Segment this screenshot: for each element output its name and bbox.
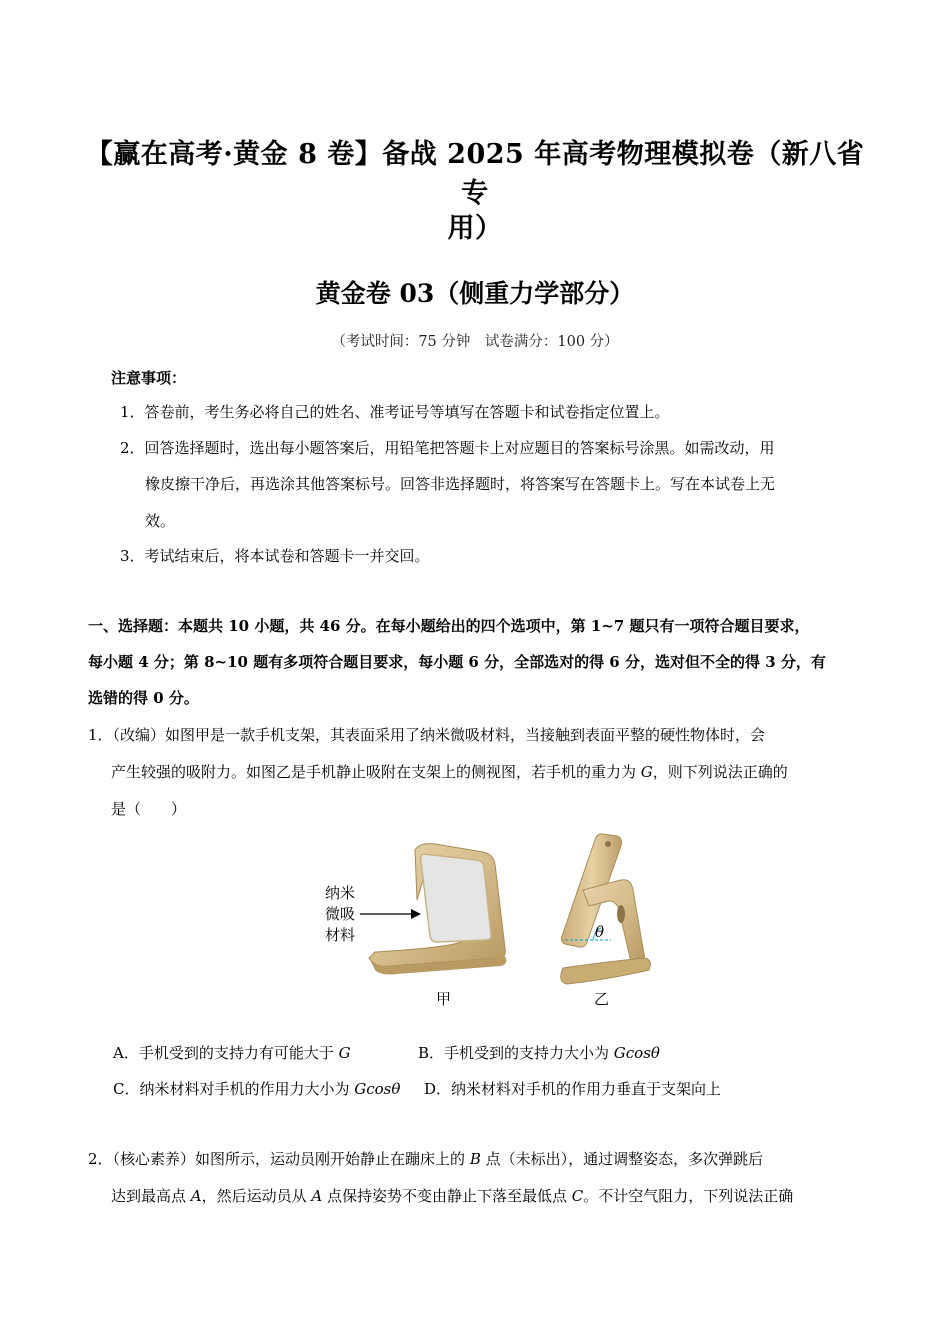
notice-item-2-line-3: 效。 — [145, 512, 176, 530]
label-line-2: 微吸 — [325, 906, 356, 923]
exam-info: （考试时间：75 分钟 试卷满分：100 分） — [331, 334, 619, 350]
q1-option-c[interactable]: C．纳米材料对手机的作用力大小为 Gcosθ — [113, 1080, 401, 1098]
section-1-line-1: 一、选择题：本题共 10 小题，共 46 分。在每小题给出的四个选项中，第 1~7 题只有一项符合题目要求， — [88, 617, 810, 635]
notice-heading: 注意事项： — [111, 369, 187, 387]
q1-line-2: 产生较强的吸附力。如图乙是手机静止吸附在支架上的侧视图，若手机的重力为 G，则下列说法正确的 — [111, 763, 788, 781]
phone-camera — [605, 841, 611, 847]
phone-stand-illustration — [305, 830, 665, 1010]
q1-option-d[interactable]: D．纳米材料对手机的作用力垂直于支架向上 — [424, 1080, 722, 1098]
theta-label: θ — [595, 923, 605, 941]
q1-figure — [305, 830, 665, 1010]
title-line-2: 用） — [447, 213, 503, 244]
title-line-1: 【赢在高考·黄金 8 卷】备战 2025 年高考物理模拟卷（新八省专 — [85, 139, 865, 209]
label-nano-material — [325, 884, 421, 944]
stand-jia — [369, 844, 506, 975]
label-line-1: 纳米 — [325, 885, 356, 902]
q2-line-1: 2．（核心素养）如图所示，运动员刚开始静止在蹦床上的 B 点（未标出），通过调整姿态，多次弹跳后 — [88, 1150, 764, 1168]
q2-line-2: 达到最高点 A，然后运动员从 A 点保持姿势不变由静止下落至最低点 C。不计空气阻力，下列说法正确 — [111, 1187, 794, 1205]
q1-line-3: 是（ ） — [111, 800, 187, 818]
q1-line-1: 1．（改编）如图甲是一款手机支架，其表面采用了纳米微吸材料，当接触到表面平整的硬性物体时，会 — [88, 726, 766, 744]
arrow-head-icon — [411, 909, 421, 919]
caption-yi: 乙 — [594, 990, 610, 1008]
q1-option-a[interactable]: A．手机受到的支持力有可能大于 G — [113, 1044, 351, 1062]
section-1-line-2: 每小题 4 分；第 8~10 题有多项符合题目要求，每小题 6 分，全部选对的得 6 分，选对但不全的得 3 分，有 — [88, 653, 826, 671]
section-1-line-3: 选错的得 0 分。 — [88, 689, 199, 707]
notice-item-1: 1．答卷前，考生务必将自己的姓名、准考证号等填写在答题卡和试卷指定位置上。 — [120, 403, 670, 421]
notice-item-2-line-1: 2．回答选择题时，选出每小题答案后，用铅笔把答题卡上对应题目的答案标号涂黑。如需改动，用 — [120, 439, 775, 457]
notice-item-3: 3．考试结束后，将本试卷和答题卡一并交回。 — [120, 547, 430, 565]
stand-yi — [561, 834, 651, 984]
label-line-3: 材料 — [325, 927, 356, 944]
q1-option-b[interactable]: B．手机受到的支持力大小为 Gcosθ — [418, 1044, 660, 1062]
caption-jia: 甲 — [436, 990, 452, 1008]
notice-item-2-line-2: 橡皮擦干净后，再选涂其他答案标号。回答非选择题时，将答案写在答题卡上。写在本试卷上无 — [145, 475, 776, 493]
stand-slot — [617, 905, 625, 923]
paper-subtitle: 黄金卷 03（侧重力学部分） — [315, 279, 635, 308]
